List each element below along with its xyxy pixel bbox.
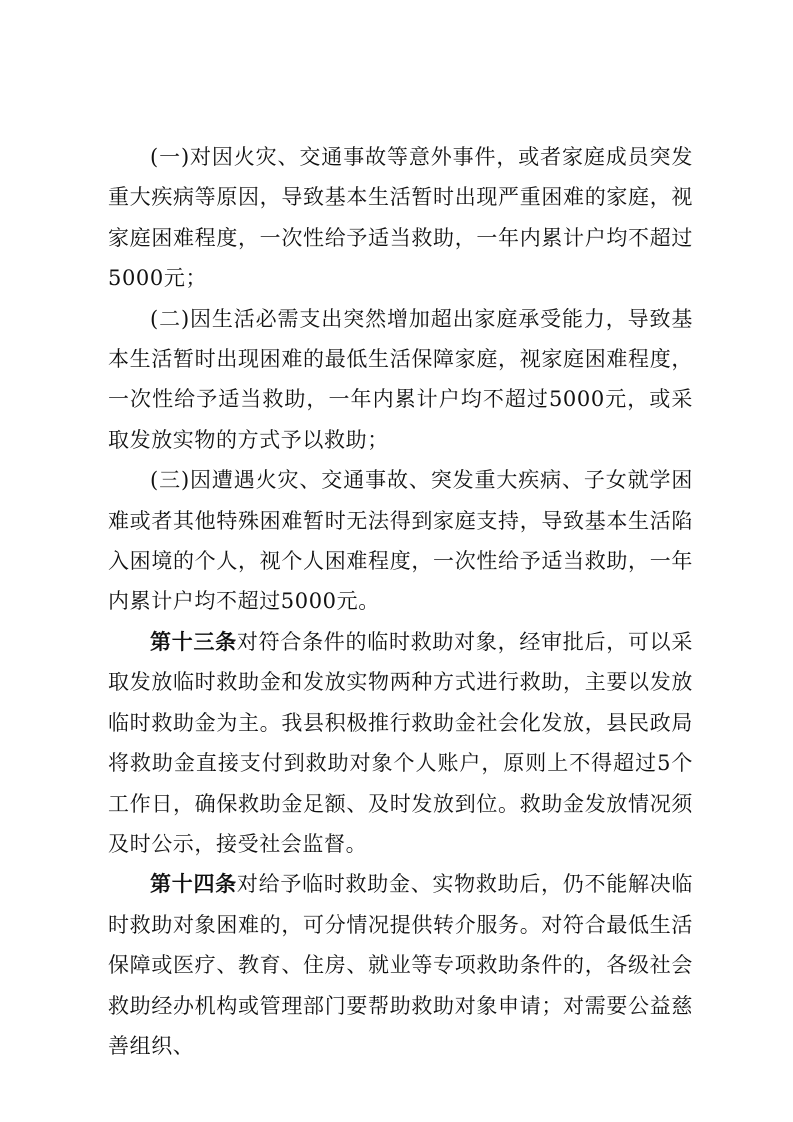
paragraph-text: 对符合条件的临时救助对象，经审批后，可以采取发放临时救助金和发放实物两种方式进行救助，主要以发放临时救助金为主。我县积极推行救助金社会化发放，县民政局将救助金直接支付到救助对象个人账户，原则上不得超过5个工作日，确保救助金足额、及时发放到位。救助金发放情况须及时公示，接受社会监督。 <box>108 629 693 856</box>
paragraph-text: 对给予临时救助金、实物救助后，仍不能解决临时救助对象困难的，可分情况提供转介服务。对符合最低生活保障或医疗、教育、住房、就业等专项救助条件的，各级社会救助经办机构或管理部门要帮助救助对象申请；对需要公益慈善组织、 <box>108 872 693 1058</box>
clause-item-2 <box>108 299 693 461</box>
article-13-paragraph <box>108 622 693 864</box>
article-14-paragraph <box>108 864 693 1066</box>
clause-item-1 <box>108 137 693 299</box>
clause-item-3 <box>108 460 693 622</box>
paragraph-text: (一)对因火灾、交通事故等意外事件，或者家庭成员突发重大疾病等原因，导致基本生活暂时出现严重困难的家庭，视家庭困难程度，一次性给予适当救助，一年内累计户均不超过5000元； <box>108 145 693 291</box>
paragraph-text: (三)因遭遇火灾、交通事故、突发重大疾病、子女就学困难或者其他特殊困难暂时无法得到家庭支持，导致基本生活陷入困境的个人，视个人困难程度，一次性给予适当救助，一年内累计户均不超过5000元。 <box>108 468 693 614</box>
document-body <box>108 137 693 1066</box>
paragraph-text: (二)因生活必需支出突然增加超出家庭承受能力，导致基本生活暂时出现困难的最低生活保障家庭，视家庭困难程度，一次性给予适当救助，一年内累计户均不超过5000元，或采取发放实物的方式予以救助； <box>108 306 693 452</box>
article-13-heading: 第十三条 <box>150 629 237 654</box>
article-14-heading: 第十四条 <box>150 872 237 897</box>
